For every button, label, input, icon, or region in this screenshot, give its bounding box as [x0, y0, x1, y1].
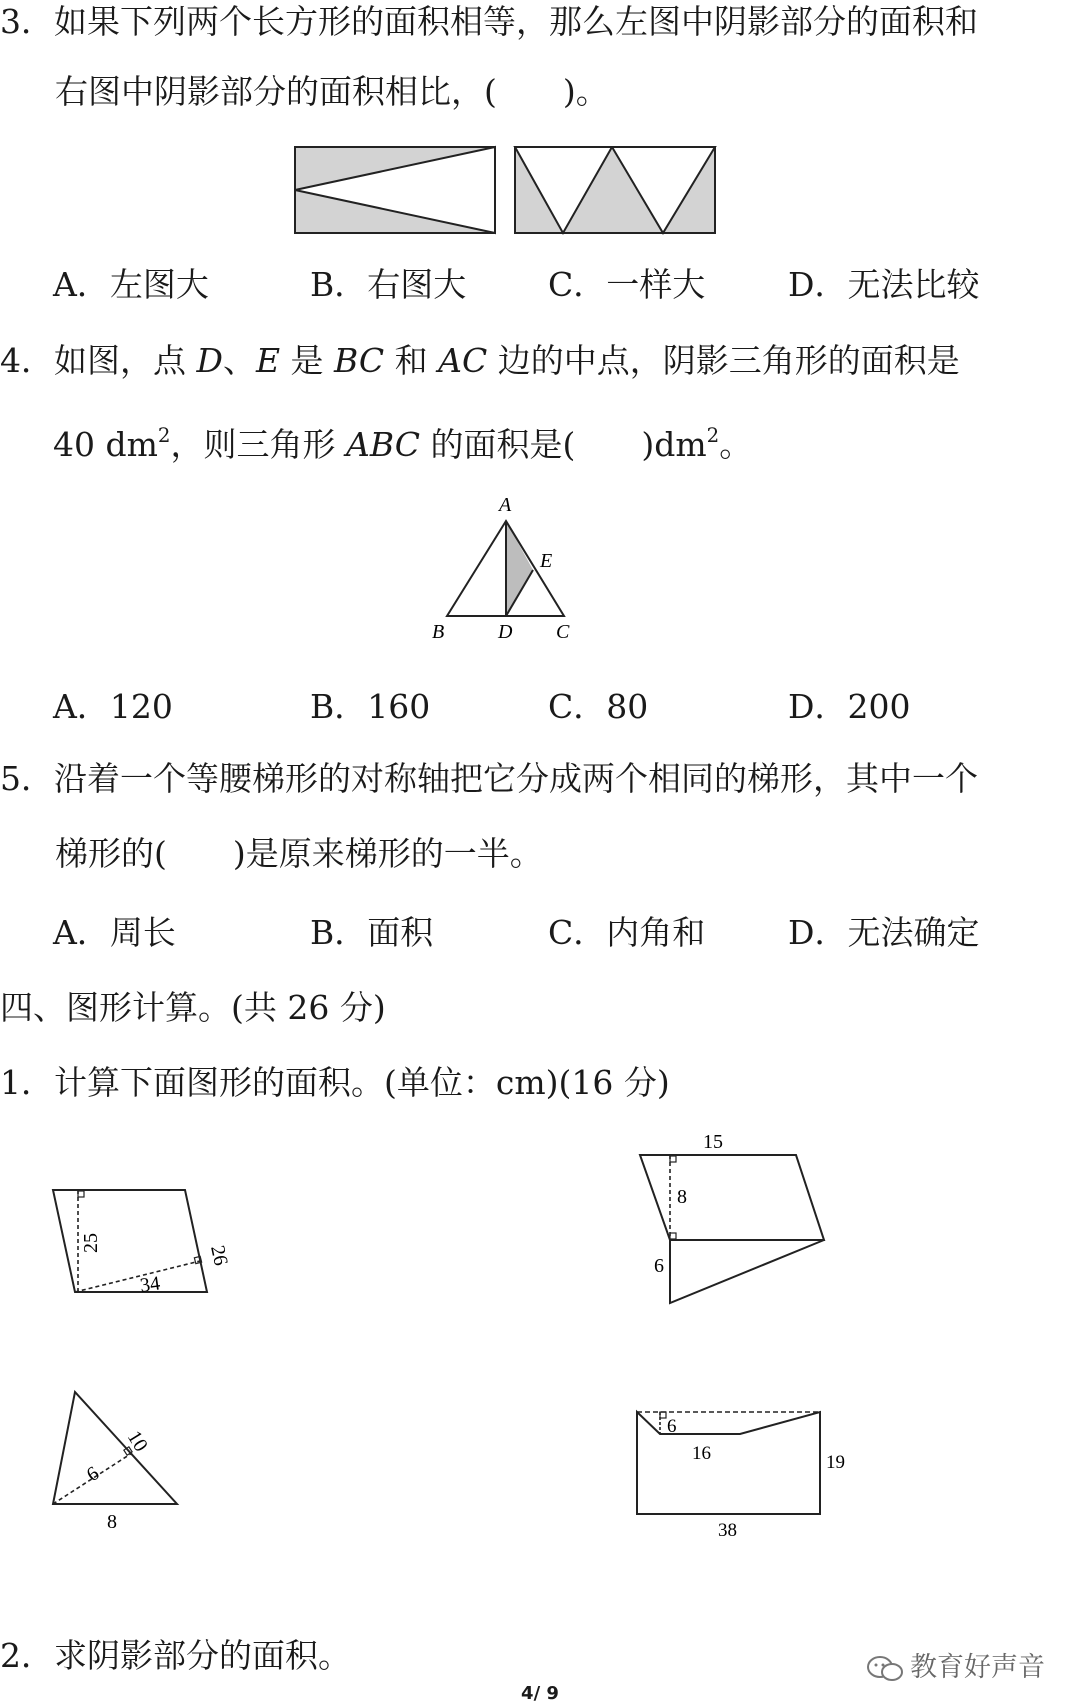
page-number: 4/ 9: [521, 1683, 559, 1704]
fig1-label-height: 25: [80, 1233, 102, 1253]
fig1-parallelogram: [45, 1185, 245, 1300]
fig2-label-top: 15: [703, 1131, 723, 1153]
label-b: B: [432, 621, 445, 642]
fig3-label-base: 8: [107, 1511, 117, 1531]
q4-option-c: C．80: [548, 687, 649, 726]
watermark: [866, 1645, 1045, 1684]
fig4-label-width: 38: [718, 1520, 737, 1541]
q4-shaded-triangle: [506, 521, 533, 616]
q5-line1: 5．沿着一个等腰梯形的对称轴把它分成两个相同的梯形，其中一个: [0, 759, 978, 798]
section4-sub2: 2．求阴影部分的面积。: [0, 1636, 351, 1675]
fig4-label-notch-base: 16: [692, 1443, 711, 1464]
q4-line1: 4．如图，点 D、E 是 BC 和 AC 边的中点，阴影三角形的面积是: [0, 341, 960, 380]
section4-title: 四、图形计算。(共 26 分): [0, 988, 386, 1027]
q4-option-d: D．200: [788, 687, 911, 726]
q3-line1: 3．如果下列两个长方形的面积相等，那么左图中阴影部分的面积和: [0, 2, 978, 41]
fig3-label-height: 6: [82, 1462, 104, 1487]
q3-line2: 右图中阴影部分的面积相比，( )。: [55, 72, 609, 111]
watermark-text: 教育好声音: [910, 1652, 1045, 1683]
label-c: C: [556, 621, 570, 642]
section4-sub1: 1．计算下面图形的面积。(单位：cm)(16 分): [0, 1063, 670, 1102]
fig3-triangle: [45, 1386, 195, 1531]
q5-option-b: B．面积: [310, 913, 434, 952]
q3-option-a: A．左图大: [53, 265, 209, 304]
label-e: E: [540, 550, 553, 572]
label-d: D: [498, 621, 513, 642]
q5-option-c: C．内角和: [548, 913, 706, 952]
q4-option-a: A．120: [53, 687, 173, 726]
q5-option-a: A．周长: [53, 913, 176, 952]
fig1-label-base: 34: [138, 1272, 162, 1297]
q5-option-d: D．无法确定: [788, 913, 980, 952]
q4-option-b: B．160: [310, 687, 431, 726]
label-a: A: [499, 494, 512, 516]
fig2-composite: [630, 1128, 840, 1306]
fig2-label-triangle-height: 6: [654, 1255, 664, 1277]
q4-line2: 40 $dm^2$，则三角形 ABC 的面积是( )$dm^2$。: [53, 424, 753, 464]
q3-figure: [290, 144, 730, 236]
q5-line2: 梯形的( )是原来梯形的一半。: [55, 834, 543, 873]
fig2-label-height: 8: [677, 1186, 687, 1208]
fig4-label-notch-depth: 6: [667, 1416, 677, 1437]
q3-option-d: D．无法比较: [788, 265, 980, 304]
q3-option-b: B．右图大: [310, 265, 467, 304]
fig4-notched-rectangle: [630, 1406, 850, 1541]
q3-option-c: C．一样大: [548, 265, 706, 304]
fig4-label-height: 19: [826, 1452, 845, 1473]
fig1-label-side: 26: [206, 1243, 232, 1268]
fig3-label-side: 10: [122, 1426, 153, 1456]
q4-triangle-figure: [420, 492, 590, 642]
wechat-icon: [866, 1655, 904, 1683]
